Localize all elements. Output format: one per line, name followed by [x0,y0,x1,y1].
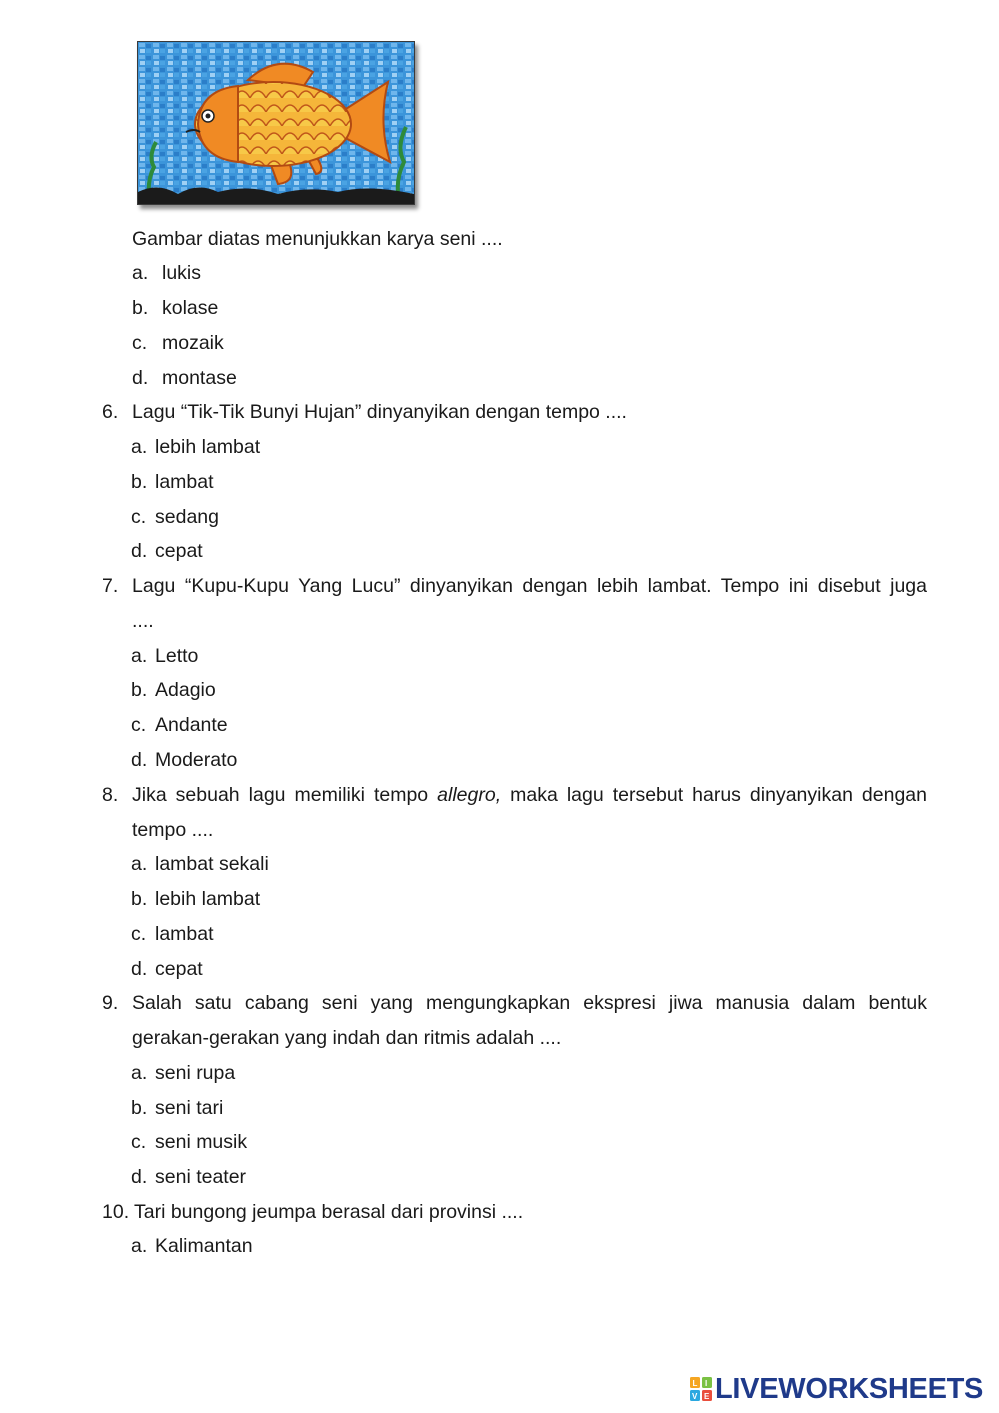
q6-option-d[interactable] [131,539,203,563]
q8-option-b[interactable] [131,887,260,911]
q7-stem-line2: .... [132,610,154,632]
q8-option-a[interactable] [131,852,269,876]
q6-option-c[interactable] [131,505,219,529]
q7-option-c[interactable] [131,713,228,737]
q7-option-d[interactable] [131,748,237,772]
q10-stem: Tari bungong jeumpa berasal dari provinsi .... [134,1201,524,1223]
svg-text:V: V [692,1392,698,1401]
q7-option-a[interactable] [131,644,198,668]
option-text: Letto [155,645,199,667]
q8-number: 8. [102,784,119,806]
option-text: seni musik [155,1131,248,1153]
q7-stem-line1: Lagu “Kupu-Kupu Yang Lucu” dinyanyikan dengan lebih lambat. Tempo ini disebut juga [132,575,927,597]
q10-number: 10. [102,1201,130,1223]
q5-option-c[interactable] [132,331,224,355]
q5-stem: Gambar diatas menunjukkan karya seni .... [132,228,503,250]
q8-stem-part1: Jika sebuah lagu memiliki tempo [132,784,438,806]
option-letter: a. [132,262,149,284]
q7-option-b[interactable] [131,678,216,702]
option-text: seni teater [155,1166,247,1188]
option-text: cepat [155,958,203,980]
option-letter: a. [131,436,148,458]
option-text: sedang [155,506,219,528]
fish-collage-image [137,41,415,205]
q9-option-c[interactable] [131,1130,247,1154]
svg-text:E: E [704,1392,710,1401]
option-letter: d. [131,958,148,980]
option-text: montase [162,367,237,389]
option-letter: b. [131,888,148,910]
q5-option-a[interactable] [132,261,201,285]
option-text: seni rupa [155,1062,236,1084]
q9-option-d[interactable] [131,1165,246,1189]
q6-stem: Lagu “Tik-Tik Bunyi Hujan” dinyanyikan dengan tempo .... [132,401,627,423]
option-text: lambat [155,923,214,945]
option-text: Adagio [155,679,216,701]
option-letter: c. [131,506,147,528]
option-letter: c. [131,1131,147,1153]
option-text: cepat [155,540,203,562]
q6-option-a[interactable] [131,435,260,459]
option-text: lebih lambat [155,436,261,458]
option-letter: c. [131,923,147,945]
option-letter: b. [132,297,149,319]
liveworksheets-logo[interactable] [690,1372,983,1406]
q5-option-b[interactable] [132,296,218,320]
option-letter: a. [131,1062,148,1084]
option-letter: d. [131,749,148,771]
q9-stem-line1: Salah satu cabang seni yang mengungkapkan ekspresi jiwa manusia dalam bentuk [132,992,927,1014]
option-letter: b. [131,679,148,701]
option-text: lebih lambat [155,888,261,910]
q9-option-a[interactable] [131,1061,235,1085]
svg-text:I: I [705,1379,708,1388]
liveworksheets-logo-icon [690,1377,712,1401]
q8-option-d[interactable] [131,957,203,981]
option-letter: a. [131,645,148,667]
option-letter: d. [132,367,149,389]
q8-stem-line2: tempo .... [132,819,214,841]
logo-text: LIVEWORKSHEETS [715,1372,984,1405]
option-letter: d. [131,1166,148,1188]
option-letter: b. [131,1097,148,1119]
option-letter: b. [131,471,148,493]
svg-text:L: L [692,1379,698,1388]
option-text: Kalimantan [155,1235,253,1257]
option-letter: d. [131,540,148,562]
option-text: kolase [162,297,219,319]
option-text: seni tari [155,1097,224,1119]
option-text: lukis [162,262,202,284]
option-letter: a. [131,1235,148,1257]
q9-option-b[interactable] [131,1096,223,1120]
option-text: lambat sekali [155,853,269,875]
option-text: mozaik [162,332,224,354]
option-letter: a. [131,853,148,875]
q8-stem-line1 [132,783,927,807]
q9-number: 9. [102,992,119,1014]
q6-option-b[interactable] [131,470,214,494]
option-text: Andante [155,714,228,736]
option-letter: c. [131,714,147,736]
option-text: lambat [155,471,214,493]
q8-stem-italic: allegro, [437,784,502,806]
q6-number: 6. [102,401,119,423]
q9-stem-line2: gerakan-gerakan yang indah dan ritmis adalah .... [132,1027,562,1049]
q8-stem-part2: maka lagu tersebut harus dinyanyikan dengan [501,784,927,806]
q5-option-d[interactable] [132,366,237,390]
q8-option-c[interactable] [131,922,214,946]
q10-option-a[interactable] [131,1234,253,1258]
option-letter: c. [132,332,148,354]
option-text: Moderato [155,749,238,771]
q7-number: 7. [102,575,119,597]
